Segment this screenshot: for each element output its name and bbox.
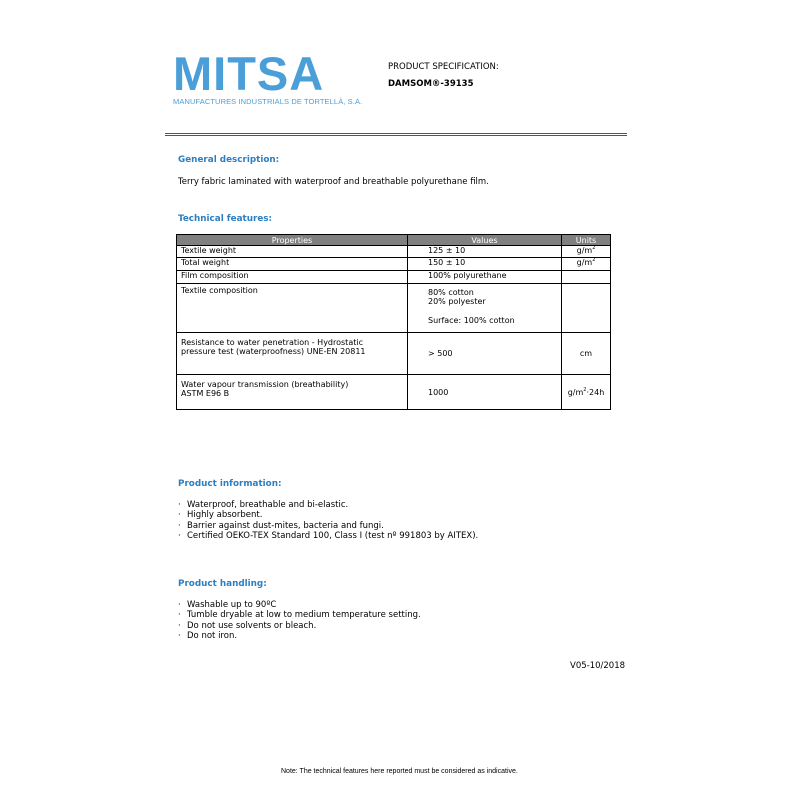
list-item: · Do not use solvents or bleach. — [178, 620, 317, 631]
column-header-values: Values — [408, 235, 562, 246]
table-row — [177, 375, 611, 410]
table-row — [177, 333, 611, 375]
unit-cell — [562, 284, 611, 333]
property-cell: Total weight — [177, 258, 408, 271]
footer-note: Note: The technical features here reported must be considered as indicative. — [281, 768, 518, 775]
list-item: · Barrier against dust-mites, bacteria and fungi. — [178, 520, 384, 531]
list-item: · Washable up to 90ºC — [178, 600, 277, 610]
property-cell: Film composition — [177, 271, 408, 284]
table-row — [177, 246, 611, 258]
unit-cell: $g/m^2\cdot 24h$ — [562, 375, 611, 410]
unit-cell: cm — [562, 333, 611, 375]
property-cell: Textile composition — [177, 284, 408, 333]
general-description-title: General description: — [178, 155, 280, 165]
value-cell: 125 ± 10 — [408, 246, 562, 258]
product-code: DAMSOM®-39135 — [388, 79, 474, 89]
product-handling-list — [178, 600, 421, 641]
general-description-text: Terry fabric laminated with waterproof and breathable polyurethane film. — [178, 177, 489, 187]
unit-cell: $g/m^2$ — [562, 246, 611, 258]
property-cell: Resistance to water penetration - Hydrostatic pressure test (waterproofness) UNE-EN 20811 — [177, 333, 408, 375]
column-header-units: Units — [562, 235, 611, 246]
table-header-row — [177, 235, 611, 246]
technical-features-title: Technical features: — [178, 214, 273, 224]
unit-cell: $g/m^2$ — [562, 258, 611, 271]
spec-label: PRODUCT SPECIFICATION: — [388, 62, 499, 72]
value-cell: 1000 — [408, 375, 562, 410]
list-item: · Waterproof, breathable and bi-elastic. — [178, 500, 349, 510]
header-divider-secondary — [165, 135, 627, 136]
column-header-properties: Properties — [177, 235, 408, 246]
product-information-list — [178, 500, 478, 541]
property-cell: Textile weight — [177, 246, 408, 258]
product-handling-title: Product handling: — [178, 579, 267, 589]
list-item: · Tumble dryable at low to medium temperature setting. — [178, 610, 421, 621]
property-cell: Water vapour transmission (breathability) ASTM E96 B — [177, 375, 408, 410]
unit-cell — [562, 271, 611, 284]
table-row — [177, 271, 611, 284]
header-divider — [165, 133, 627, 134]
value-cell: 80% cotton 20% polyester Surface: 100% cotton — [408, 284, 562, 333]
value-cell: > 500 — [408, 333, 562, 375]
list-item: · Do not iron. — [178, 630, 238, 641]
technical-features-table — [176, 234, 611, 410]
company-logo-subtitle: MANUFACTURES INDUSTRIALS DE TORTELLÀ, S.A. — [173, 97, 363, 106]
value-cell: 150 ± 10 — [408, 258, 562, 271]
product-information-title: Product information: — [178, 479, 282, 489]
table-row — [177, 258, 611, 271]
table-row — [177, 284, 611, 333]
list-item: · Certified OEKO-TEX Standard 100, Class I (test nº 991803 by AITEX). — [178, 530, 479, 541]
company-logo: MITSA — [173, 47, 325, 100]
value-cell: 100% polyurethane — [408, 271, 562, 284]
list-item: · Highly absorbent. — [178, 510, 263, 521]
document-version: V05-10/2018 — [570, 661, 626, 671]
